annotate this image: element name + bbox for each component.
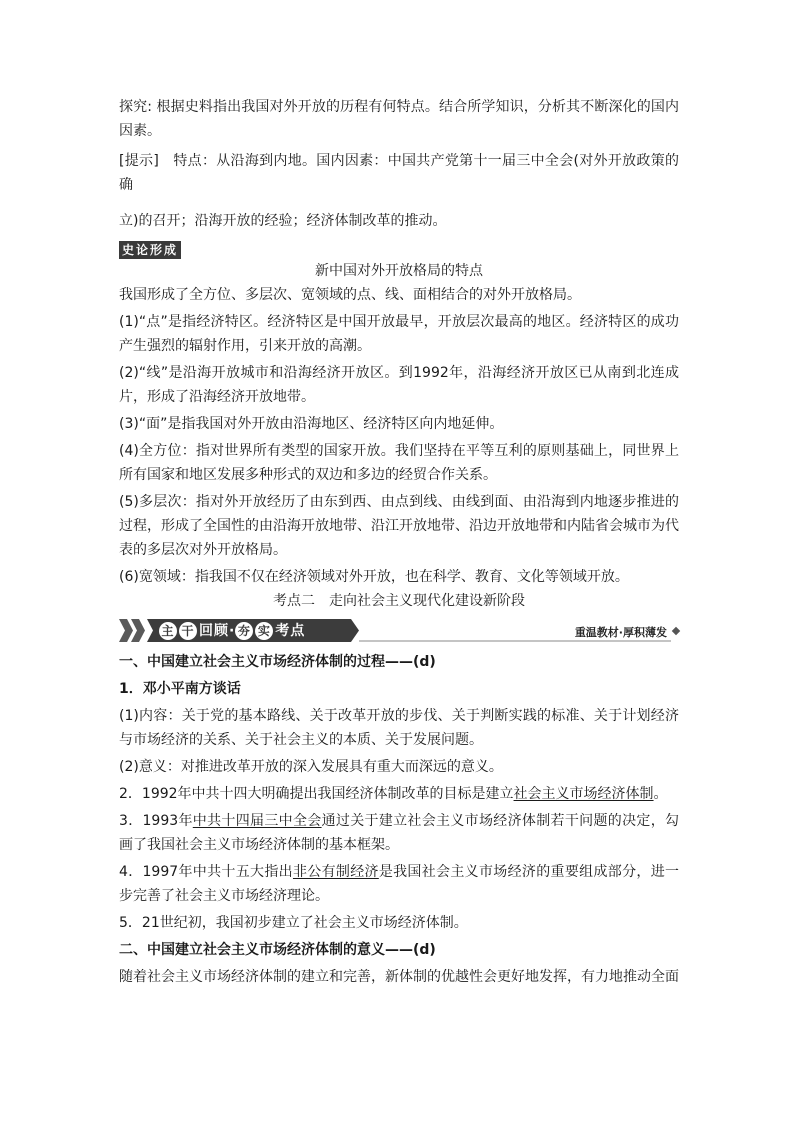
feature-item-multi-level: (5)多层次：指对外开放经历了由东到西、由点到线、由线到面、由沿海到内地逐步推进的过程，形成了全国性的由沿海开放地带、沿江开放地带、沿边开放地带和内陆省会城市为代表的多层次对外开放格局。 (119, 494, 679, 558)
part-2-heading: 二、中国建立社会主义市场经济体制的意义——(d) (119, 942, 436, 958)
item-1997-underline: 非公有制经济 (292, 864, 379, 880)
explore-question: 探究: 根据史料指出我国对外开放的历程有何特点。结合所学知识，分析其不断深化的国内因素。 (119, 99, 679, 139)
section-2-title: 考点二 走向社会主义现代化建设新阶段 (273, 593, 525, 609)
feature-item-line: (2)“线”是沿海开放城市和沿海经济开放区。到1992年，沿海经济开放区已从南到北连成片，形成了沿海经济开放地带。 (119, 365, 679, 405)
hint-line-2: 立)的召开；沿海开放的经验；经济体制改革的推动。 (119, 213, 447, 229)
item-1993 (119, 809, 679, 857)
section-tag: 史论形成 (119, 241, 181, 259)
item-1992-text: 2．1992年中共十四大明确提出我国经济体制改革的目标是建立 (119, 786, 514, 802)
banner-mid: 回顾· (199, 623, 236, 639)
item-1997 (119, 860, 679, 908)
item-21st-century: 5．21世纪初，我国初步建立了社会主义市场经济体制。 (119, 915, 468, 931)
banner-char-2: 干 (179, 622, 197, 640)
banner-title (159, 620, 305, 640)
item-1997-text: 4．1997年中共十五大指出 (119, 864, 293, 880)
feature-item-wide-field: (6)宽领域：指我国不仅在经济领域对外开放，也在科学、教育、文化等领域开放。 (119, 569, 629, 585)
feature-item-surface: (3)“面”是指我国对外开放由沿海地区、经济特区向内地延伸。 (119, 416, 504, 432)
talk-meaning: (2)意义：对推进改革开放的深入发展具有重大而深远的意义。 (119, 759, 503, 775)
item-1997-end: 是我国社会主义市场经济的重要组成部分，进一步完善了社会主义市场经济理论。 (119, 864, 680, 904)
part-2-text: 随着社会主义市场经济体制的建立和完善，新体制的优越性会更好地发挥，有力地推动全面 (119, 969, 679, 985)
item-1993-end: 通过关于建立社会主义市场经济体制若干问题的决定，勾画了我国社会主义市场经济体制的基本框架。 (119, 813, 680, 853)
page-content (119, 95, 679, 992)
hint-line-1: [提示] 特点：从沿海到内地。国内因素：中国共产党第十一届三中全会(对外开放政策的确 (119, 153, 679, 193)
banner-char-1: 主 (159, 622, 177, 640)
item-1992 (119, 782, 679, 806)
item-1992-end: 。 (653, 786, 668, 802)
part-1-subheading: 1．邓小平南方谈话 (119, 681, 241, 697)
banner-char-3: 夯 (235, 622, 253, 640)
banner-subtitle: 重温教材·厚积薄发 (574, 626, 667, 639)
banner-char-4: 实 (255, 622, 273, 640)
features-intro: 我国形成了全方位、多层次、宽领域的点、线、面相结合的对外开放格局。 (119, 287, 581, 303)
banner-end: 考点 (275, 623, 306, 639)
part-1-heading: 一、中国建立社会主义市场经济体制的过程——(d) (119, 654, 436, 670)
item-1993-underline: 中共十四届三中全会 (192, 813, 322, 829)
tag-row (119, 239, 679, 257)
talk-content: (1)内容：关于党的基本路线、关于改革开放的步伐、关于判断实践的标准、关于计划经济与市场经济的关系、关于社会主义的本质、关于发展问题。 (119, 708, 679, 748)
section-banner (119, 617, 679, 644)
item-1992-underline: 社会主义市场经济体制 (513, 786, 654, 802)
feature-item-point: (1)“点”是指经济特区。经济特区是中国开放最早，开放层次最高的地区。经济特区的成功产生强烈的辐射作用，引来开放的高潮。 (119, 314, 679, 354)
item-1993-text: 3．1993年 (119, 813, 193, 829)
feature-item-all-directions: (4)全方位：指对世界所有类型的国家开放。我们坚持在平等互利的原则基础上，同世界上所有国家和地区发展多种形式的双边和多边的经贸合作关系。 (119, 443, 679, 483)
features-title: 新中国对外开放格局的特点 (315, 263, 483, 279)
